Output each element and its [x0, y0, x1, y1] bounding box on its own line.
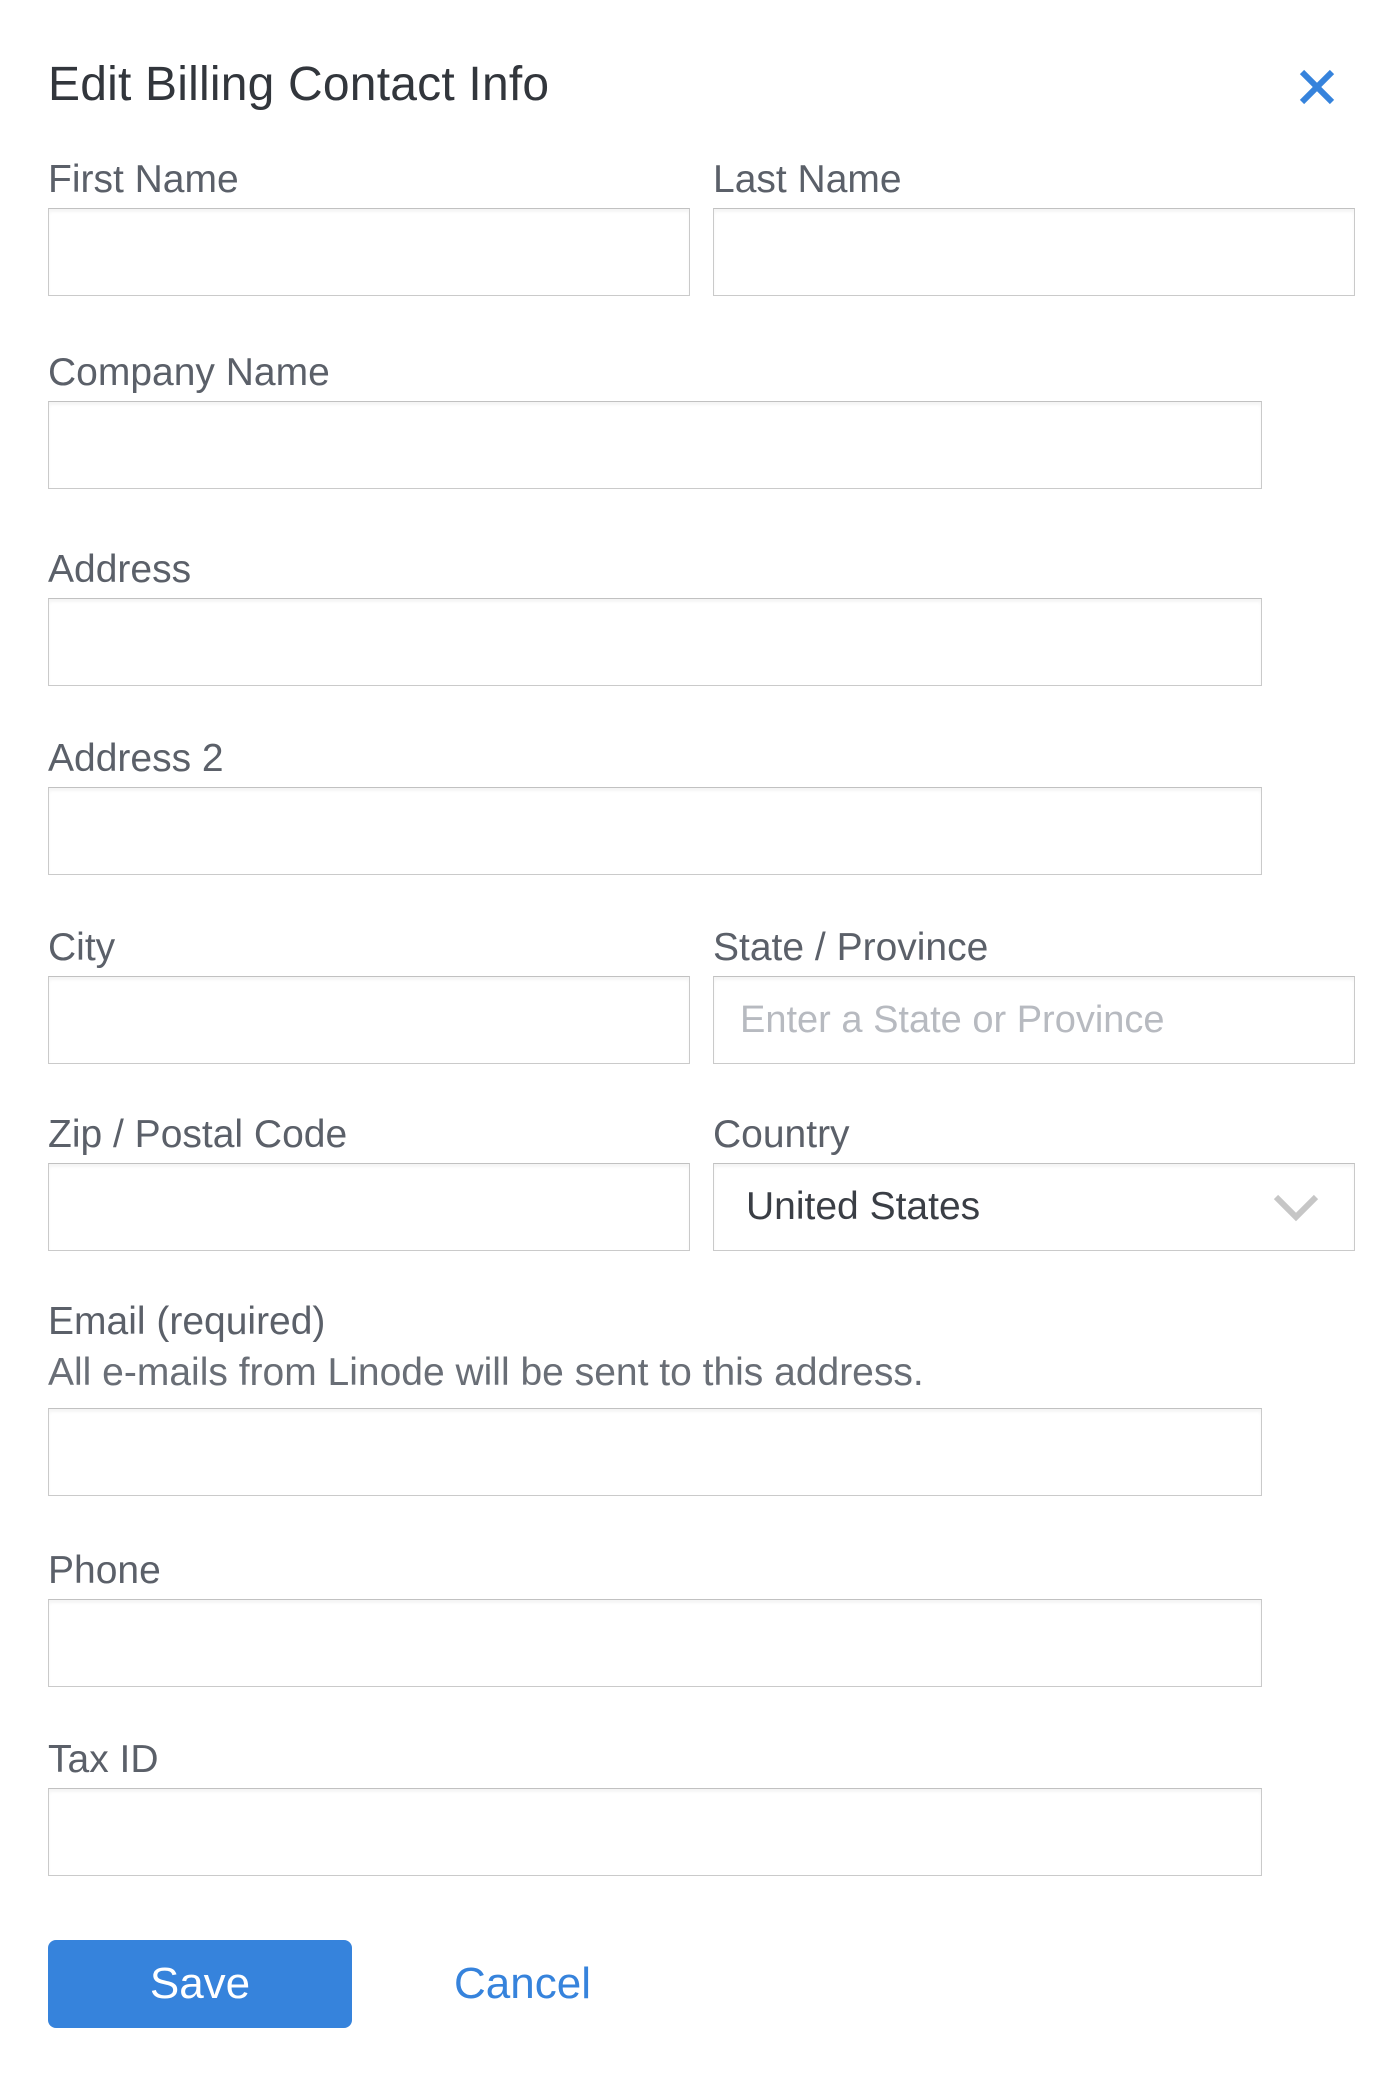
address2-field: [48, 738, 1388, 875]
company-input[interactable]: [48, 401, 1262, 489]
company-label: Company Name: [48, 351, 330, 394]
page-title: Edit Billing Contact Info: [48, 58, 550, 111]
phone-label: Phone: [48, 1549, 161, 1592]
form-actions: [48, 1940, 1388, 2082]
state-label: State / Province: [713, 926, 989, 969]
phone-input[interactable]: [48, 1599, 1262, 1687]
first-name-input[interactable]: [48, 208, 690, 296]
country-select[interactable]: [713, 1163, 1355, 1251]
last-name-label: Last Name: [713, 158, 902, 201]
country-selected-value: United States: [746, 1185, 981, 1228]
email-helper-text: All e-mails from Linode will be sent to this address.: [48, 1351, 924, 1394]
zip-country-row: [48, 1114, 1355, 1251]
phone-field: [48, 1550, 1388, 1687]
close-icon: [1296, 66, 1338, 108]
cancel-button[interactable]: Cancel: [454, 1959, 591, 2008]
modal-header: [48, 58, 1338, 111]
last-name-input[interactable]: [713, 208, 1355, 296]
city-field: [48, 927, 690, 1064]
chevron-down-icon: [1272, 1192, 1320, 1222]
close-button[interactable]: [1296, 66, 1338, 108]
first-name-label: First Name: [48, 158, 239, 201]
email-input[interactable]: [48, 1408, 1262, 1496]
country-field: [713, 1114, 1355, 1251]
name-row: [48, 159, 1355, 296]
zip-label: Zip / Postal Code: [48, 1113, 348, 1156]
zip-field: [48, 1114, 690, 1251]
city-input[interactable]: [48, 976, 690, 1064]
tax-id-input[interactable]: [48, 1788, 1262, 1876]
last-name-field: [713, 159, 1355, 296]
email-field-group: [48, 1301, 1388, 1496]
address2-input[interactable]: [48, 787, 1262, 875]
address2-label: Address 2: [48, 737, 224, 780]
zip-input[interactable]: [48, 1163, 690, 1251]
country-label: Country: [713, 1113, 850, 1156]
tax-id-label: Tax ID: [48, 1738, 159, 1781]
first-name-field: [48, 159, 690, 296]
city-state-row: [48, 927, 1355, 1064]
state-field: [713, 927, 1355, 1064]
email-label: Email (required): [48, 1300, 326, 1343]
address-input[interactable]: [48, 598, 1262, 686]
address-label: Address: [48, 548, 192, 591]
save-button[interactable]: Save: [48, 1940, 352, 2028]
address-field: [48, 549, 1388, 686]
tax-id-field: [48, 1739, 1388, 1876]
company-field: [48, 352, 1388, 489]
city-label: City: [48, 926, 116, 969]
state-input[interactable]: [713, 976, 1355, 1064]
